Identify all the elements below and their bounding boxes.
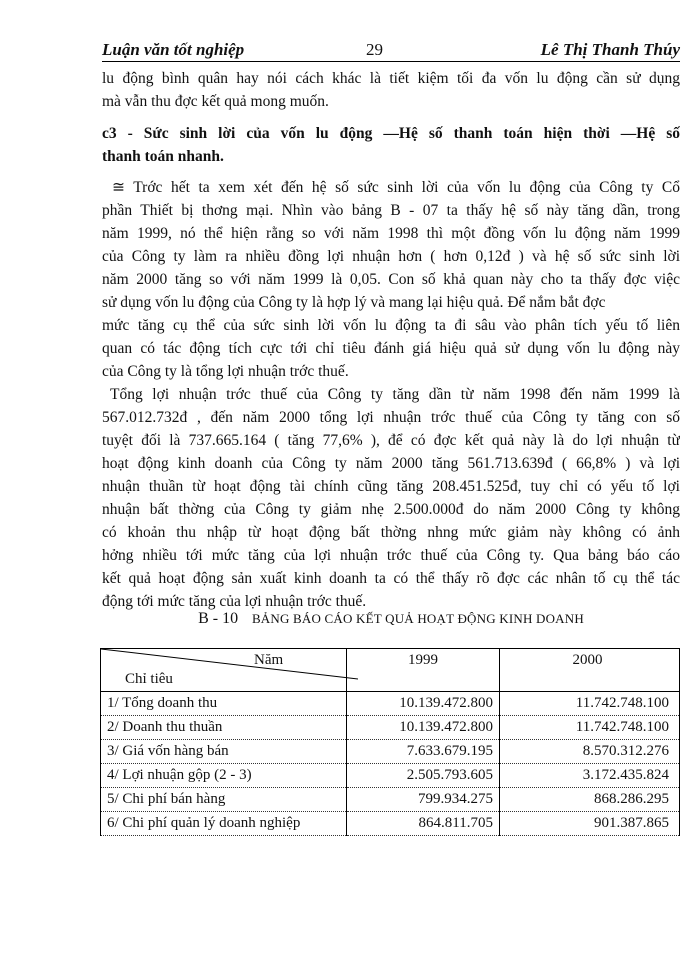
paragraph-line: 567.012.732đ , đến năm 2000 tổng lợi nhuận trớc thuế của Công ty tăng con số xyxy=(102,409,680,426)
value-2000: 901.387.865 xyxy=(500,812,680,836)
running-header xyxy=(102,38,680,60)
paragraph-line: tuyệt đối là 737.665.164 ( tăng 77,6% ), để có đợc kết quả này là do lợi nhuận từ xyxy=(102,432,680,449)
row-label: 6/ Chi phí quản lý doanh nghiệp xyxy=(101,812,347,836)
table-row xyxy=(101,788,680,812)
paragraph-line: quan có tác động tích cực tới chỉ tiêu đánh giá hiệu quả sử dụng vốn lu động này xyxy=(102,340,680,357)
table-row xyxy=(101,812,680,836)
paragraph-line: năm 1999, nó thể hiện rằng so với năm 1998 thì một đồng vốn lu động năm 1999 xyxy=(102,225,680,242)
income-statement-table xyxy=(100,648,680,836)
header-divider xyxy=(102,61,680,62)
section-heading: c3 - Sức sinh lời của vốn lu động —Hệ số thanh toán hiện thời —Hệ số xyxy=(102,125,680,142)
year-column-header: 1999 xyxy=(347,649,500,692)
table-header-row xyxy=(101,649,680,692)
row-label: 4/ Lợi nhuận gộp (2 - 3) xyxy=(101,764,347,788)
value-1999: 10.139.472.800 xyxy=(347,692,500,716)
section-heading: thanh toán nhanh. xyxy=(102,148,224,165)
table-name: BẢNG BÁO CÁO KẾT QUẢ HOẠT ĐỘNG KINH DOANH xyxy=(251,611,584,626)
value-2000: 8.570.312.276 xyxy=(500,740,680,764)
value-1999: 10.139.472.800 xyxy=(347,716,500,740)
header-year-label: Năm xyxy=(254,652,284,668)
value-2000: 868.286.295 xyxy=(500,788,680,812)
header-author-name: Lê Thị Thanh Thúy xyxy=(540,40,680,59)
intro-line: mà vẫn thu đợc kết quả mong muốn. xyxy=(102,93,329,110)
paragraph-line: sử dụng vốn lu động của Công ty là hợp lý và mang lại hiệu quả. Để nắm bắt đợc xyxy=(102,294,606,311)
paragraph-line: mức tăng cụ thể của sức sinh lời vốn lu động ta đi sâu vào phân tích yếu tố liên xyxy=(102,317,680,334)
value-1999: 864.811.705 xyxy=(347,812,500,836)
value-1999: 799.934.275 xyxy=(347,788,500,812)
value-2000: 11.742.748.100 xyxy=(500,716,680,740)
value-2000: 11.742.748.100 xyxy=(500,692,680,716)
header-diagonal-cell xyxy=(101,649,347,692)
table-row xyxy=(101,692,680,716)
paragraph-line: nhuận bất thờng của Công ty giảm nhẹ 2.500.000đ do năm 2000 Công ty không xyxy=(102,501,680,518)
paragraph-line: kết quả hoạt động sản xuất kinh doanh ta có thể thấy rõ đợc các nhân tố cụ thể tác xyxy=(102,570,680,587)
row-label: 5/ Chi phí bán hàng xyxy=(101,788,347,812)
table-code: B - 10 xyxy=(198,610,239,627)
paragraph-line: của Công ty làm ra nhiều đồng lợi nhuận hơn ( hơn 0,12đ ) và hệ số sức sinh lời xyxy=(102,248,680,265)
table-row xyxy=(101,716,680,740)
row-label: 3/ Giá vốn hàng bán xyxy=(101,740,347,764)
page-number: 29 xyxy=(366,40,383,59)
paragraph-line: động tới mức tăng của lợi nhuận trớc thuế. xyxy=(102,593,367,610)
table-title xyxy=(102,610,680,628)
value-1999: 7.633.679.195 xyxy=(347,740,500,764)
row-label: 2/ Doanh thu thuần xyxy=(101,716,347,740)
paragraph-line: năm 2000 tăng so với năm 1999 là 0,05. Con số khả quan này cho ta thấy đợc việc xyxy=(102,271,680,288)
intro-line: lu động bình quân hay nói cách khác là tiết kiệm tối đa vốn lu động cần sử dụng xyxy=(102,70,680,87)
paragraph-line: hởng nhiều tới mức tăng của lợi nhuận trớc thuế của Công ty. Qua bảng báo cáo xyxy=(102,547,680,564)
paragraph-line: ≅ Trớc hết ta xem xét đến hệ số sức sinh lời của vốn lu động của Công ty Cổ xyxy=(112,179,680,196)
header-item-label: Chỉ tiêu xyxy=(125,671,173,687)
paragraph-line: nhuận thuần từ hoạt động tài chính cũng tăng 208.451.525đ, tuy chỉ có yếu tố lợi xyxy=(102,478,680,495)
year-column-header: 2000 xyxy=(500,649,680,692)
row-label: 1/ Tổng doanh thu xyxy=(101,692,347,716)
paragraph-line: có khoản thu nhập từ hoạt động bất thờng nhng mức giảm này không có ảnh xyxy=(102,524,680,541)
header-thesis-label: Luận văn tốt nghiệp xyxy=(102,40,245,59)
value-1999: 2.505.793.605 xyxy=(347,764,500,788)
paragraph-line: hoạt động kinh doanh của Công ty năm 2000 tăng 561.713.639đ ( 66,8% ) và lợi xyxy=(102,455,680,472)
table-row xyxy=(101,740,680,764)
value-2000: 3.172.435.824 xyxy=(500,764,680,788)
paragraph-line: của Công ty là tổng lợi nhuận trớc thuế. xyxy=(102,363,349,380)
paragraph-line: Tổng lợi nhuận trớc thuế của Công ty tăng dần từ năm 1998 đến năm 1999 là xyxy=(110,386,680,403)
paragraph-line: phần Thiết bị thơng mại. Nhìn vào bảng B - 07 ta thấy hệ số này tăng dần, trong xyxy=(102,202,680,219)
table-row xyxy=(101,764,680,788)
